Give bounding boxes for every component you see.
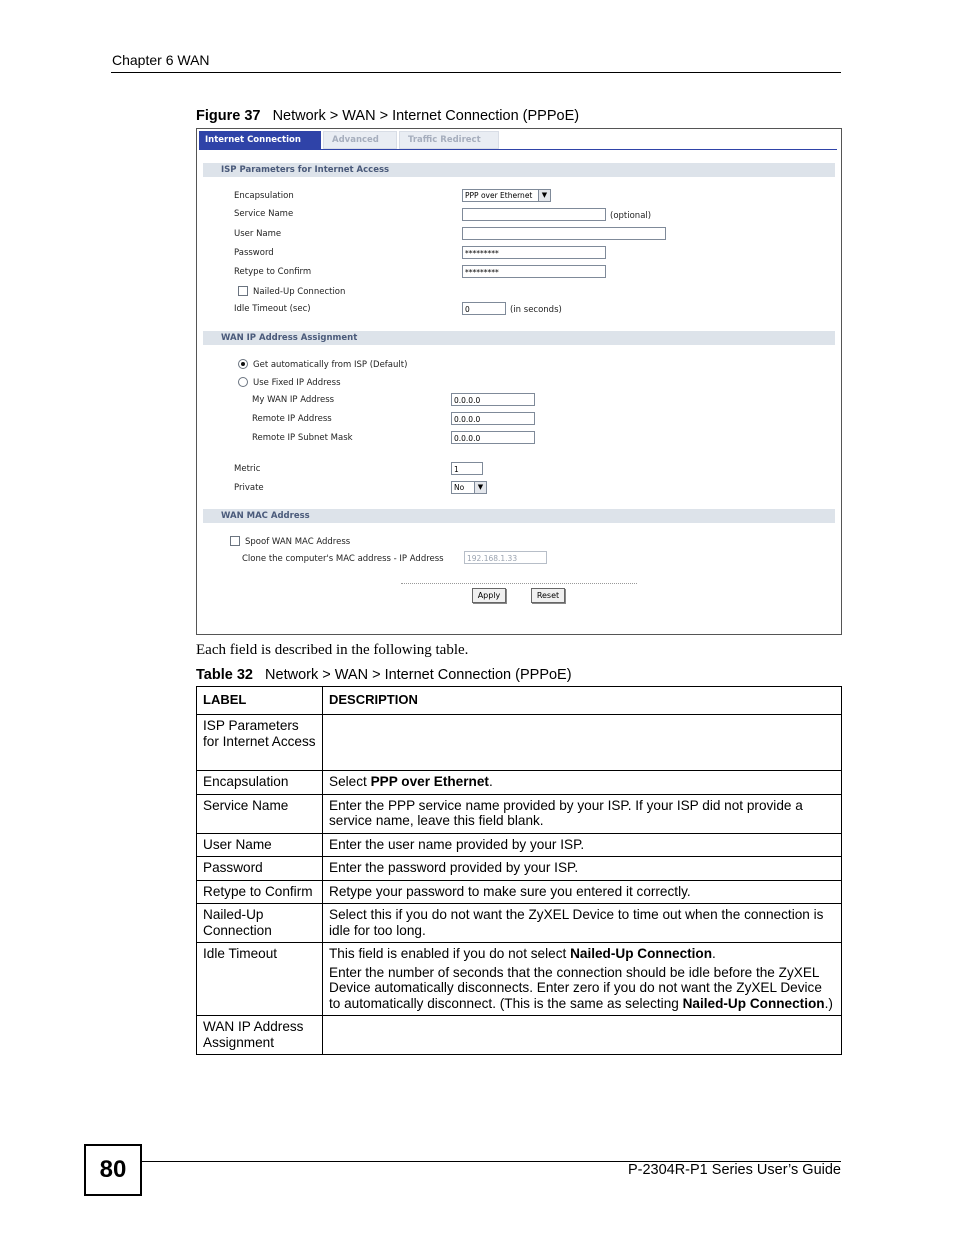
clone-ip-input[interactable]: 192.168.1.33	[464, 551, 547, 564]
table-row	[197, 880, 842, 904]
private-label: Private	[234, 483, 264, 493]
table-row	[197, 771, 842, 795]
desc-bold: Nailed-Up Connection	[682, 995, 825, 1011]
encapsulation-select[interactable]	[462, 189, 551, 202]
row-label: WAN IP Address Assignment	[197, 1016, 323, 1055]
retype-label: Retype to Confirm	[234, 267, 312, 277]
desc-text: Enter the number of seconds that the connection should be idle before the ZyXEL Device automatically disconnects. Enter zero if you do not want the ZyXEL Device to automatically disconnect. (This is the same as selecting	[329, 964, 822, 1011]
use-fixed-radio[interactable]	[238, 377, 248, 387]
section-isp-parameters: ISP Parameters for Internet Access	[203, 163, 835, 177]
guide-title: P-2304R-P1 Series User’s Guide	[627, 1162, 841, 1178]
use-fixed-label: Use Fixed IP Address	[253, 378, 341, 388]
remote-ip-input[interactable]: 0.0.0.0	[451, 412, 535, 425]
apply-button[interactable]: Apply	[472, 588, 506, 603]
nailed-up-label: Nailed-Up Connection	[253, 287, 346, 297]
my-wan-ip-input[interactable]: 0.0.0.0	[451, 393, 535, 406]
user-name-label: User Name	[234, 229, 282, 239]
table-title: Network > WAN > Internet Connection (PPPoE)	[265, 667, 572, 683]
desc-text: .	[488, 774, 493, 789]
row-description: Enter the PPP service name provided by your ISP. If your ISP did not provide a service name, leave this field blank.	[323, 794, 842, 833]
tab-advanced[interactable]: Advanced	[323, 131, 397, 149]
row-label: Password	[197, 857, 323, 881]
remote-ip-label: Remote IP Address	[252, 414, 332, 424]
col-label-header: LABEL	[197, 687, 323, 715]
chevron-down-icon: ▼	[474, 482, 486, 493]
row-description	[323, 943, 842, 1016]
remote-mask-label: Remote IP Subnet Mask	[252, 433, 353, 443]
table-row	[197, 1016, 842, 1055]
header-rule	[111, 72, 841, 73]
description-table	[196, 686, 842, 1055]
row-label: ISP Parameters for Internet Access	[197, 715, 323, 771]
table-caption	[196, 667, 572, 683]
col-description-header: DESCRIPTION	[323, 687, 842, 715]
tab-traffic-redirect[interactable]: Traffic Redirect	[399, 131, 499, 149]
figure-caption	[196, 108, 579, 124]
row-description: Enter the user name provided by your ISP.	[323, 833, 842, 857]
intro-text: Each field is described in the following table.	[196, 642, 469, 658]
password-label: Password	[234, 248, 274, 258]
desc-paragraph	[329, 965, 835, 1012]
get-auto-label: Get automatically from ISP (Default)	[253, 360, 408, 370]
figure-label: Figure 37	[196, 108, 261, 124]
clone-mac-label: Clone the computer's MAC address - IP Address	[242, 554, 444, 564]
retype-input[interactable]: *********	[462, 265, 606, 278]
optional-note: (optional)	[610, 211, 652, 221]
desc-bold: Nailed-Up Connection	[570, 946, 713, 961]
nailed-up-checkbox[interactable]	[238, 286, 248, 296]
table-row	[197, 715, 842, 771]
row-description: Retype your password to make sure you entered it correctly.	[323, 880, 842, 904]
section-wan-ip-assignment: WAN IP Address Assignment	[203, 331, 835, 345]
row-description: Enter the password provided by your ISP.	[323, 857, 842, 881]
spoof-mac-label: Spoof WAN MAC Address	[245, 537, 351, 547]
desc-text: .	[712, 946, 716, 961]
figure-title: Network > WAN > Internet Connection (PPPoE)	[272, 108, 580, 124]
get-auto-radio[interactable]	[238, 359, 248, 369]
spoof-mac-checkbox[interactable]	[230, 536, 240, 546]
row-label: Retype to Confirm	[197, 880, 323, 904]
desc-bold: PPP over Ethernet	[370, 774, 489, 789]
tab-underline	[199, 149, 837, 150]
encapsulation-value: PPP over Ethernet	[465, 191, 533, 200]
password-input[interactable]: *********	[462, 246, 606, 259]
button-divider	[401, 583, 637, 584]
private-value: No	[454, 483, 465, 492]
table-row	[197, 794, 842, 833]
idle-timeout-input[interactable]: 0	[462, 302, 506, 315]
table-row	[197, 904, 842, 943]
desc-text: .)	[824, 995, 833, 1011]
chapter-header: Chapter 6 WAN	[112, 52, 210, 68]
desc-text: This field is enabled if you do not select	[329, 946, 571, 961]
table-header-row	[197, 687, 842, 715]
desc-text: Select	[329, 774, 371, 789]
table-row	[197, 943, 842, 1016]
reset-button[interactable]: Reset	[531, 588, 565, 603]
private-select[interactable]	[451, 481, 487, 494]
row-description: Select this if you do not want the ZyXEL Device to time out when the connection is idle for too long.	[323, 904, 842, 943]
row-label: User Name	[197, 833, 323, 857]
idle-timeout-label: Idle Timeout (sec)	[234, 304, 311, 314]
table-row	[197, 833, 842, 857]
desc-paragraph	[329, 946, 835, 962]
row-description	[323, 771, 842, 795]
metric-input[interactable]: 1	[451, 462, 483, 475]
table-row	[197, 857, 842, 881]
idle-timeout-note: (in seconds)	[510, 305, 562, 315]
table-label: Table 32	[196, 667, 253, 683]
chevron-down-icon: ▼	[538, 190, 550, 201]
row-description	[323, 1016, 842, 1055]
page-number: 80	[84, 1144, 142, 1196]
remote-mask-input[interactable]: 0.0.0.0	[451, 431, 535, 444]
service-name-input[interactable]	[462, 208, 606, 221]
row-description	[323, 715, 842, 771]
encapsulation-label: Encapsulation	[234, 191, 294, 201]
row-label: Idle Timeout	[197, 943, 323, 1016]
row-label: Nailed-Up Connection	[197, 904, 323, 943]
my-wan-ip-label: My WAN IP Address	[252, 395, 335, 405]
section-wan-mac: WAN MAC Address	[203, 509, 835, 523]
tab-bar	[199, 131, 501, 149]
user-name-input[interactable]	[462, 227, 666, 240]
tab-internet-connection[interactable]: Internet Connection	[199, 131, 321, 149]
row-label: Encapsulation	[197, 771, 323, 795]
row-label: Service Name	[197, 794, 323, 833]
service-name-label: Service Name	[234, 209, 294, 219]
metric-label: Metric	[234, 464, 261, 474]
ui-screenshot	[196, 128, 842, 635]
